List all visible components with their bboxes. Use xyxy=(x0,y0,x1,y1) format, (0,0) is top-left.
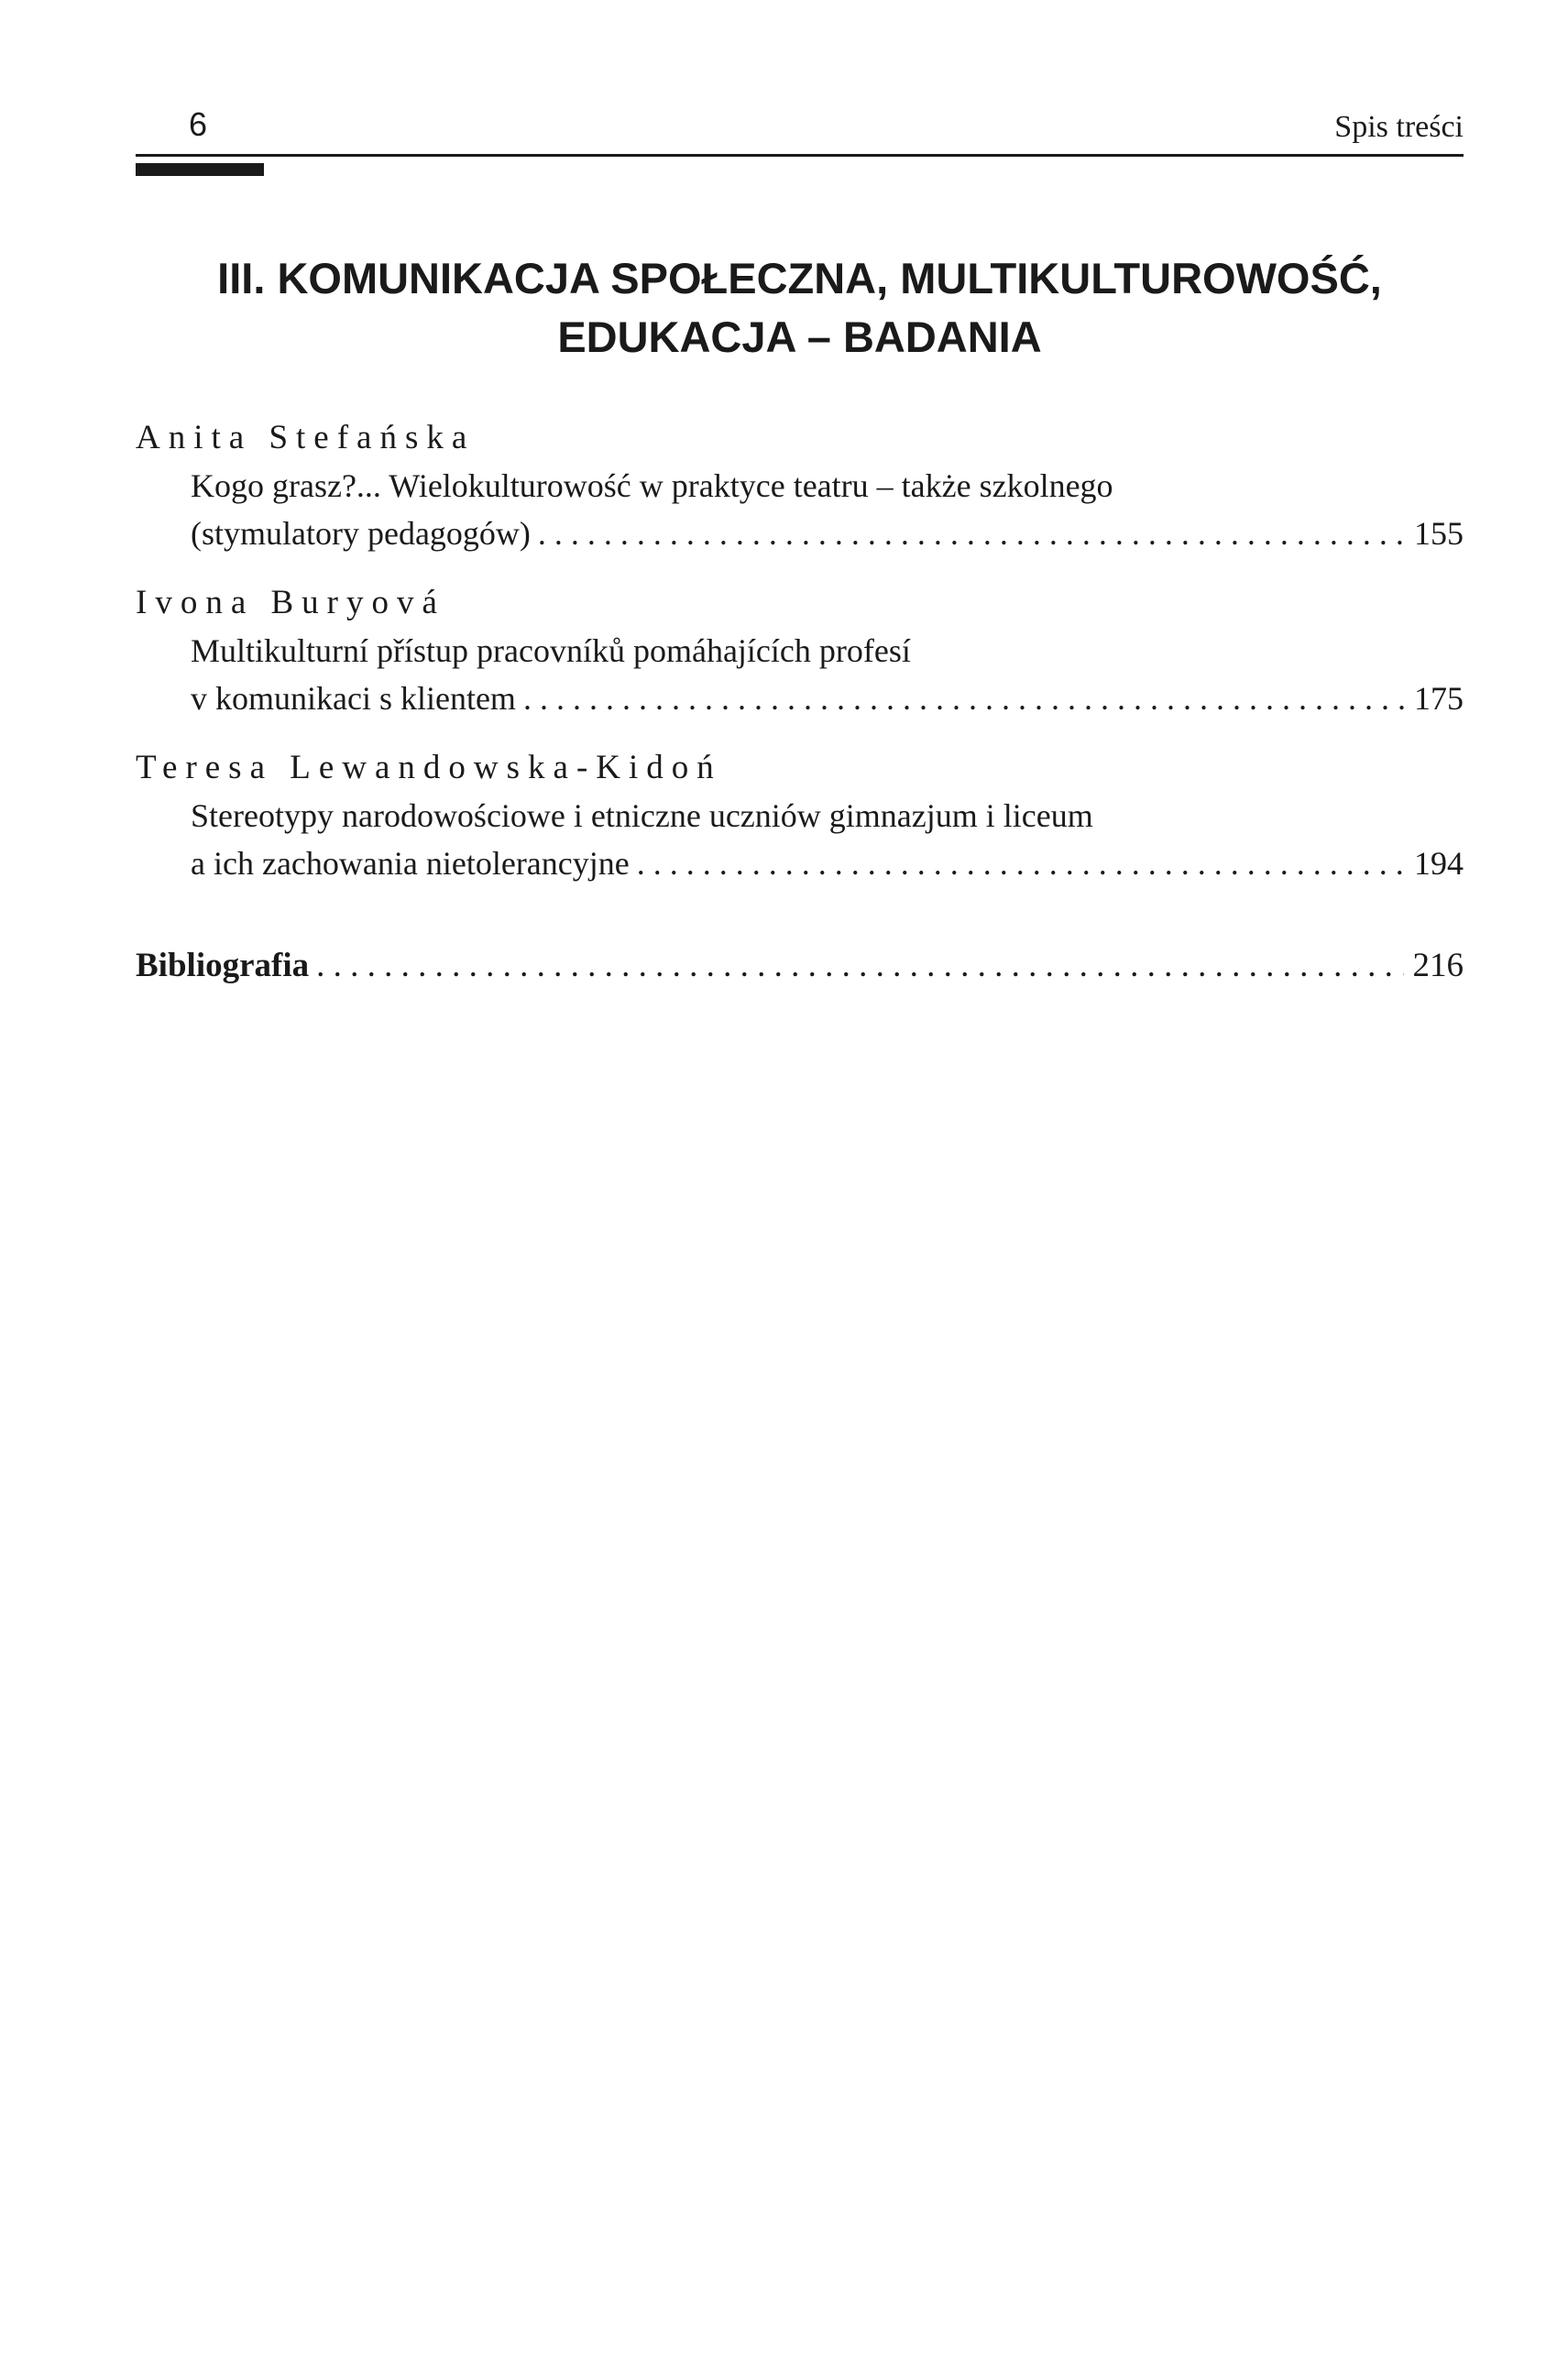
entry-author: Ivona Buryová xyxy=(136,584,445,621)
entry-title-text: a ich zachowania nietolerancyjne xyxy=(191,845,630,882)
bibliography-page-number: 216 xyxy=(1412,947,1464,984)
dot-leader xyxy=(637,839,1405,887)
bibliography-entry xyxy=(136,942,1464,990)
bibliography-label: Bibliografia xyxy=(136,947,310,984)
entry-title-last-line xyxy=(136,675,1464,722)
entry-title-text: (stymulatory pedagogów) xyxy=(191,515,531,552)
section-heading-line-1: III. KOMUNIKACJA SPOŁECZNA, MULTIKULTUROWOŚĆ, xyxy=(217,254,1382,302)
toc-entry xyxy=(136,579,1464,722)
entry-page-number: 155 xyxy=(1414,515,1464,552)
toc-entry xyxy=(136,414,1464,557)
dot-leader xyxy=(523,675,1405,722)
page-number: 6 xyxy=(189,105,208,143)
entry-title-line: Multikulturní přístup pracovníků pomáhajících profesí xyxy=(191,632,911,669)
entry-author: Teresa Lewandowska-Kidoń xyxy=(136,749,722,786)
entry-title-last-line xyxy=(136,839,1464,887)
section-heading xyxy=(136,249,1464,367)
running-title: Spis treści xyxy=(1334,110,1464,144)
header-rule xyxy=(136,154,1464,157)
dot-leader xyxy=(538,510,1405,557)
entry-title-last-line xyxy=(136,510,1464,557)
entry-title-line: Stereotypy narodowościowe i etniczne uczniów gimnazjum i liceum xyxy=(191,797,1093,834)
header-bar xyxy=(136,163,264,176)
section-heading-line-2: EDUKACJA – BADANIA xyxy=(557,313,1042,361)
toc-list xyxy=(136,414,1464,909)
entry-title-line: Kogo grasz?... Wielokulturowość w praktyce teatru – także szkolnego xyxy=(191,467,1113,504)
entry-page-number: 175 xyxy=(1414,680,1464,717)
toc-entry xyxy=(136,744,1464,887)
dot-leader xyxy=(316,942,1403,990)
entry-page-number: 194 xyxy=(1414,845,1464,882)
entry-title-text: v komunikaci s klientem xyxy=(191,680,516,717)
entry-author: Anita Stefańska xyxy=(136,419,476,456)
